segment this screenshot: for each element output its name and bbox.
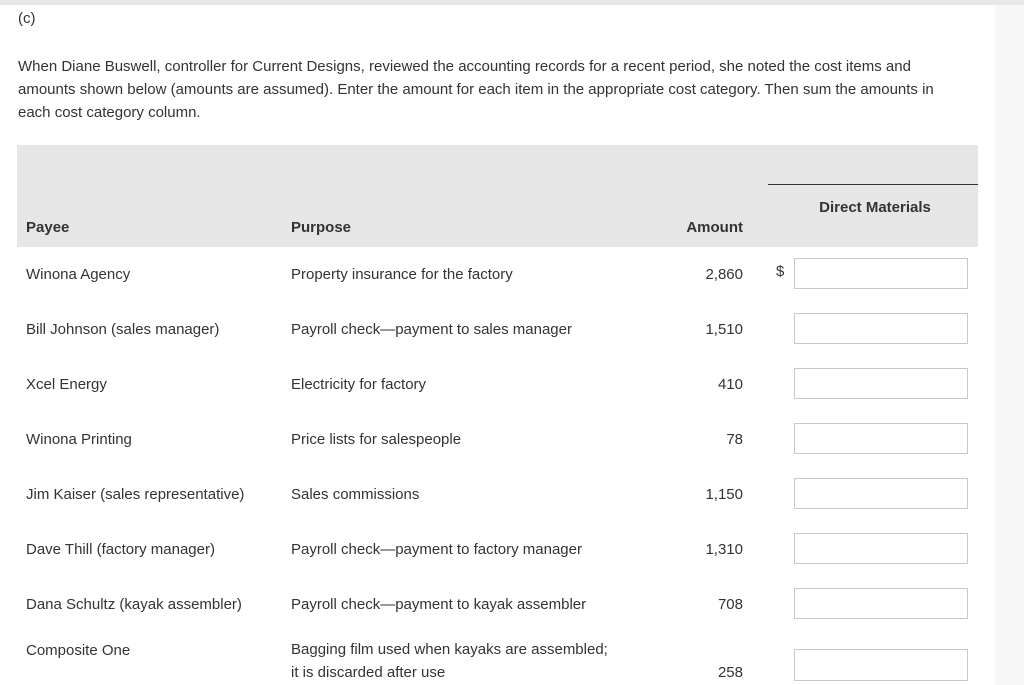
table-row <box>0 477 1024 532</box>
amount-cell: 2,860 <box>705 266 743 283</box>
table-row <box>0 257 1024 312</box>
direct-materials-input[interactable] <box>794 258 968 289</box>
purpose-cell: Sales commissions <box>291 486 420 503</box>
direct-materials-input[interactable] <box>794 533 968 564</box>
purpose-cell: Property insurance for the factory <box>291 266 513 283</box>
direct-materials-input[interactable] <box>794 423 968 454</box>
header-amount: Amount <box>686 219 743 236</box>
amount-cell: 708 <box>717 596 743 613</box>
amount-cell: 258 <box>717 664 743 681</box>
purpose-cell: Price lists for salespeople <box>291 431 462 448</box>
amount-cell: 410 <box>717 376 743 393</box>
purpose-cell: Payroll check—payment to kayak assembler <box>291 596 587 613</box>
payee-cell: Composite One <box>26 642 131 659</box>
payee-cell: Winona Agency <box>26 266 131 283</box>
direct-materials-input[interactable] <box>794 478 968 509</box>
payee-cell: Bill Johnson (sales manager) <box>26 321 220 338</box>
amount-cell: 1,310 <box>705 541 743 558</box>
direct-materials-input[interactable] <box>794 588 968 619</box>
top-border <box>0 0 1024 5</box>
instructions-text: When Diane Buswell, controller for Current Designs, reviewed the accounting records for a recent period, she noted the cost items and amounts shown below (amounts are assumed). Enter the amount for each item in the appropriate cost category. Then sum the amounts in each cost category column. <box>18 58 934 121</box>
purpose-line: it is discarded after use <box>291 664 446 681</box>
table-row <box>0 532 1024 587</box>
category-header-rule <box>768 184 978 185</box>
direct-materials-input[interactable] <box>794 313 968 344</box>
header-direct-materials: Direct Materials <box>819 199 931 216</box>
payee-cell: Jim Kaiser (sales representative) <box>26 486 245 503</box>
table-row <box>0 640 1024 685</box>
currency-symbol: $ <box>776 263 785 280</box>
direct-materials-input[interactable] <box>794 649 968 681</box>
amount-cell: 1,510 <box>705 321 743 338</box>
purpose-cell: Payroll check—payment to factory manager <box>291 541 582 558</box>
payee-cell: Winona Printing <box>26 431 132 448</box>
payee-cell: Dana Schultz (kayak assembler) <box>26 596 242 613</box>
purpose-cell: Electricity for factory <box>291 376 427 393</box>
table-row <box>0 587 1024 642</box>
payee-cell: Xcel Energy <box>26 376 107 393</box>
direct-materials-input[interactable] <box>794 368 968 399</box>
part-label: (c) <box>18 10 36 27</box>
purpose-line: Bagging film used when kayaks are assembled; <box>291 641 608 658</box>
table-row <box>0 367 1024 422</box>
purpose-cell <box>291 638 608 684</box>
header-purpose: Purpose <box>291 219 352 236</box>
purpose-cell: Payroll check—payment to sales manager <box>291 321 572 338</box>
payee-cell: Dave Thill (factory manager) <box>26 541 215 558</box>
header-payee: Payee <box>26 219 70 236</box>
amount-cell: 1,150 <box>705 486 743 503</box>
table-row <box>0 422 1024 477</box>
amount-cell: 78 <box>726 431 743 448</box>
table-row <box>0 312 1024 367</box>
